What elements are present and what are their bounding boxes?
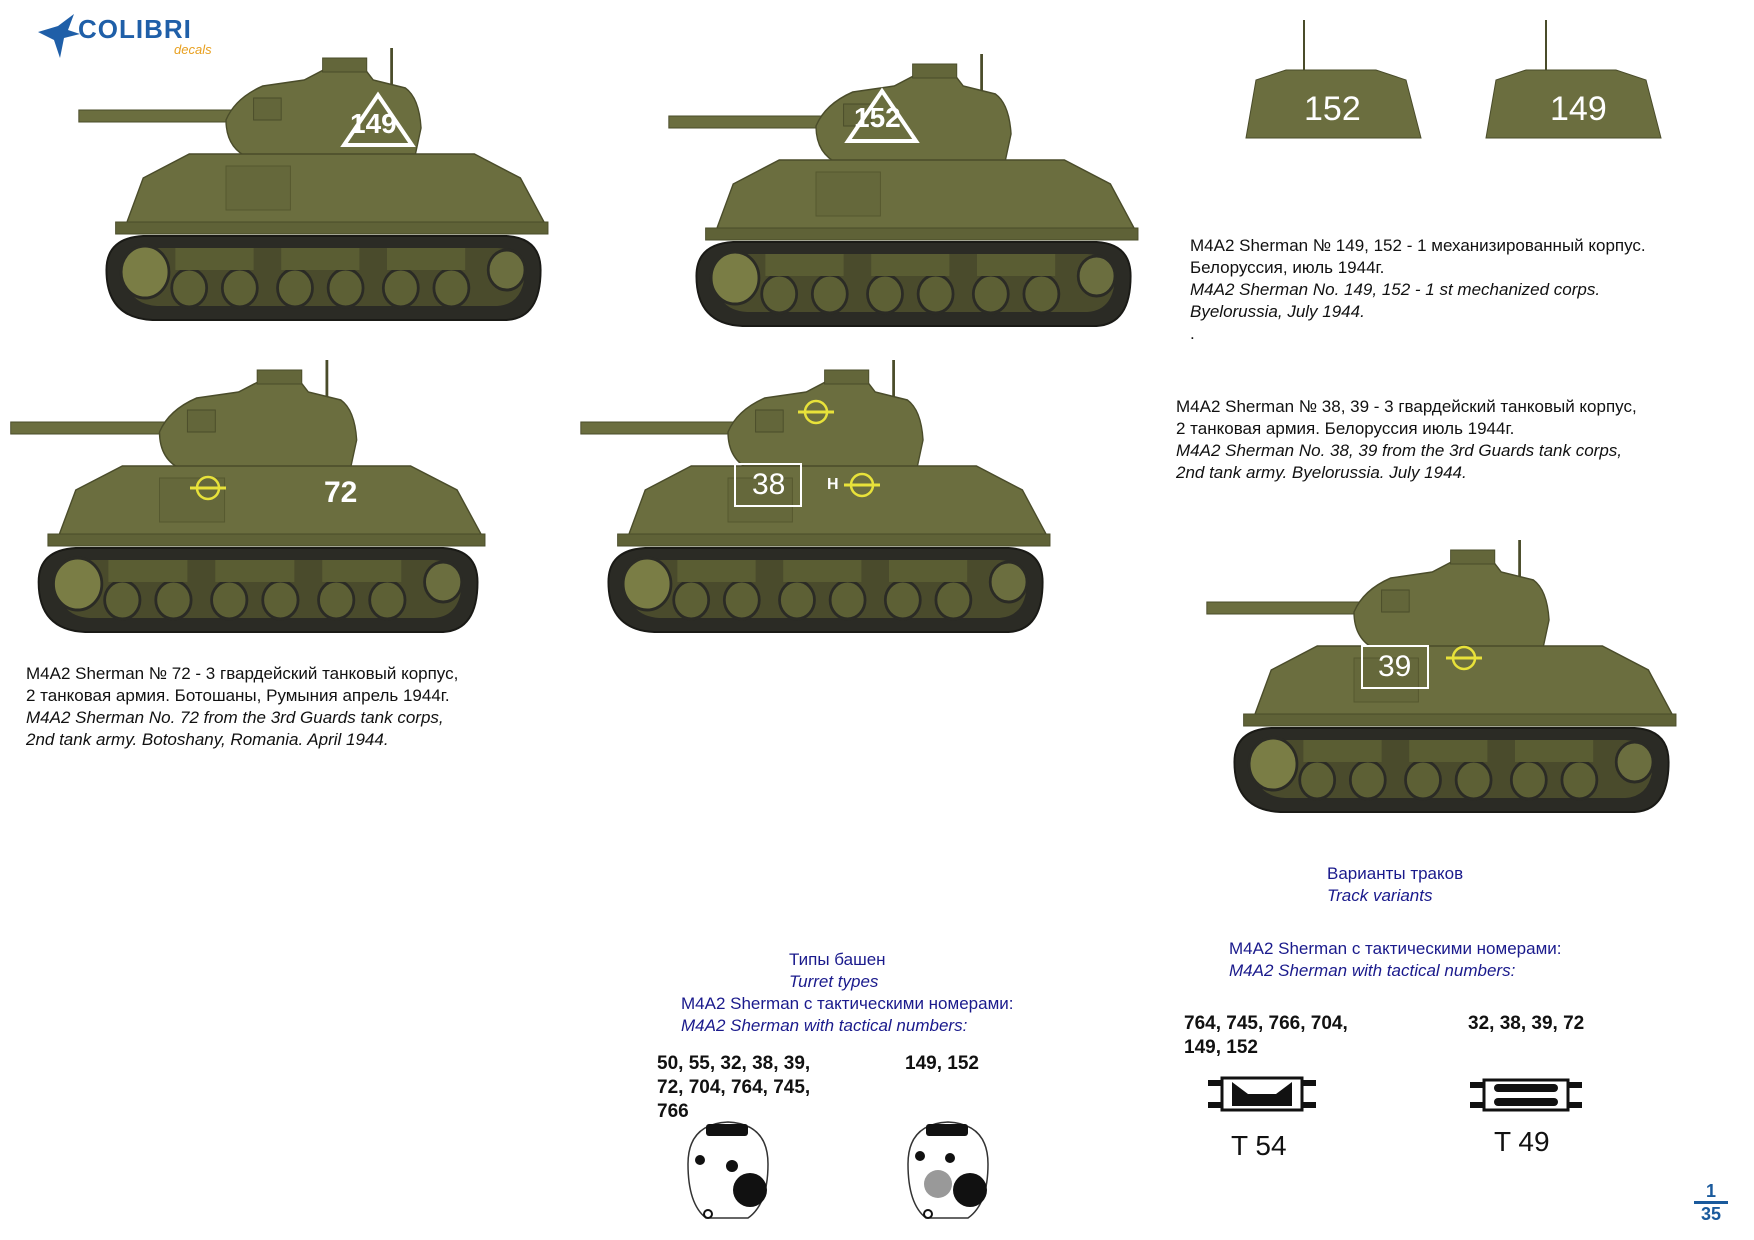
- caption-ru-line2: 2 танковая армия. Белоруссия июль 1944г.: [1176, 419, 1515, 438]
- scale-indicator: [1694, 1182, 1728, 1223]
- track-variants-title: [1327, 863, 1463, 907]
- tank-149-profile: [78, 40, 598, 325]
- caption-en-line1: M4A2 Sherman No. 72 from the 3rd Guards tank corps,: [26, 708, 444, 727]
- hummingbird-icon: [34, 12, 82, 60]
- caption-en-line1: M4A2 Sherman No. 149, 152 - 1 st mechanized corps.: [1190, 280, 1601, 299]
- scale-top: 1: [1705, 1181, 1716, 1201]
- track-variants-title-en: Track variants: [1327, 886, 1433, 905]
- track-group-2-numbers: 32, 38, 39, 72: [1468, 1013, 1585, 1034]
- turret-types-title-en: Turret types: [789, 972, 879, 991]
- turret-rear-number-149: 149: [1550, 90, 1607, 128]
- brand-subtitle: decals: [174, 42, 212, 57]
- caption-en-line2: Byelorussia, July 1944.: [1190, 302, 1365, 321]
- turret-type-1-diagram: [678, 1114, 778, 1224]
- caption-en-line1: M4A2 Sherman No. 38, 39 from the 3rd Guards tank corps,: [1176, 441, 1622, 460]
- track-variants-sub-en: M4A2 Sherman with tactical numbers:: [1229, 961, 1516, 980]
- brand-name: COLIBRI: [78, 14, 192, 44]
- hull-letter-38: Н: [827, 476, 839, 493]
- caption-en-line2: 2nd tank army. Byelorussia. July 1944.: [1176, 463, 1467, 482]
- track-variants-subtitle: [1229, 938, 1561, 982]
- track-t49-icon: [1470, 1074, 1582, 1116]
- caption-ru-line1: M4A2 Sherman № 38, 39 - 3 гвардейский танковый корпус,: [1176, 397, 1637, 416]
- scale-bottom: 35: [1700, 1204, 1722, 1224]
- caption-en-line2: 2nd tank army. Botoshany, Romania. April 1944.: [26, 730, 389, 749]
- turret-number-152: 152: [854, 102, 901, 133]
- track-label-t54: T 54: [1231, 1130, 1287, 1161]
- caption-ru-line2: Белоруссия, июль 1944г.: [1190, 258, 1385, 277]
- turret-group-1-numbers: 50, 55, 32, 38, 39, 72, 704, 764, 745, 766: [657, 1053, 811, 1122]
- track-group-1-numbers: 764, 745, 766, 704, 149, 152: [1184, 1013, 1348, 1058]
- tank-72-profile: [8, 360, 528, 645]
- turret-rear-149: [1486, 60, 1661, 138]
- turret-number-149: 149: [350, 108, 397, 139]
- caption-ru-line2: 2 танковая армия. Ботошаны, Румыния апрель 1944г.: [26, 686, 450, 705]
- caption-72: [26, 663, 458, 751]
- turret-rear-152: [1246, 60, 1421, 138]
- turret-types-title-ru: Типы башен: [789, 950, 886, 969]
- tank-38-profile: [580, 360, 1100, 645]
- turret-types-title: [789, 949, 886, 993]
- hull-number-72: 72: [324, 476, 358, 509]
- hull-number-39: 39: [1378, 650, 1412, 683]
- track-variants-title-ru: Варианты траков: [1327, 864, 1464, 883]
- tank-39-profile: [1204, 530, 1724, 815]
- turret-types-subtitle: [681, 993, 1013, 1037]
- track-variants-sub-ru: M4A2 Sherman с тактическими номерами:: [1229, 939, 1562, 958]
- turret-types-sub-en: M4A2 Sherman with tactical numbers:: [681, 1016, 968, 1035]
- track-label-t49: T 49: [1494, 1126, 1550, 1157]
- tank-152-profile: [668, 46, 1188, 331]
- caption-ru-line1: M4A2 Sherman № 72 - 3 гвардейский танковый корпус,: [26, 664, 459, 683]
- turret-rear-number-152: 152: [1304, 90, 1361, 128]
- caption-ru-line1: M4A2 Sherman № 149, 152 - 1 механизированный корпус.: [1190, 236, 1646, 255]
- caption-149-152: [1190, 235, 1646, 345]
- caption-38-39: [1176, 396, 1637, 484]
- track-t54-icon: [1208, 1072, 1316, 1116]
- turret-group-2-numbers: 149, 152: [905, 1053, 979, 1074]
- hull-number-38: 38: [752, 468, 786, 501]
- caption-dot: .: [1190, 324, 1195, 343]
- turret-type-2-diagram: [898, 1114, 998, 1224]
- turret-types-sub-ru: M4A2 Sherman с тактическими номерами:: [681, 994, 1014, 1013]
